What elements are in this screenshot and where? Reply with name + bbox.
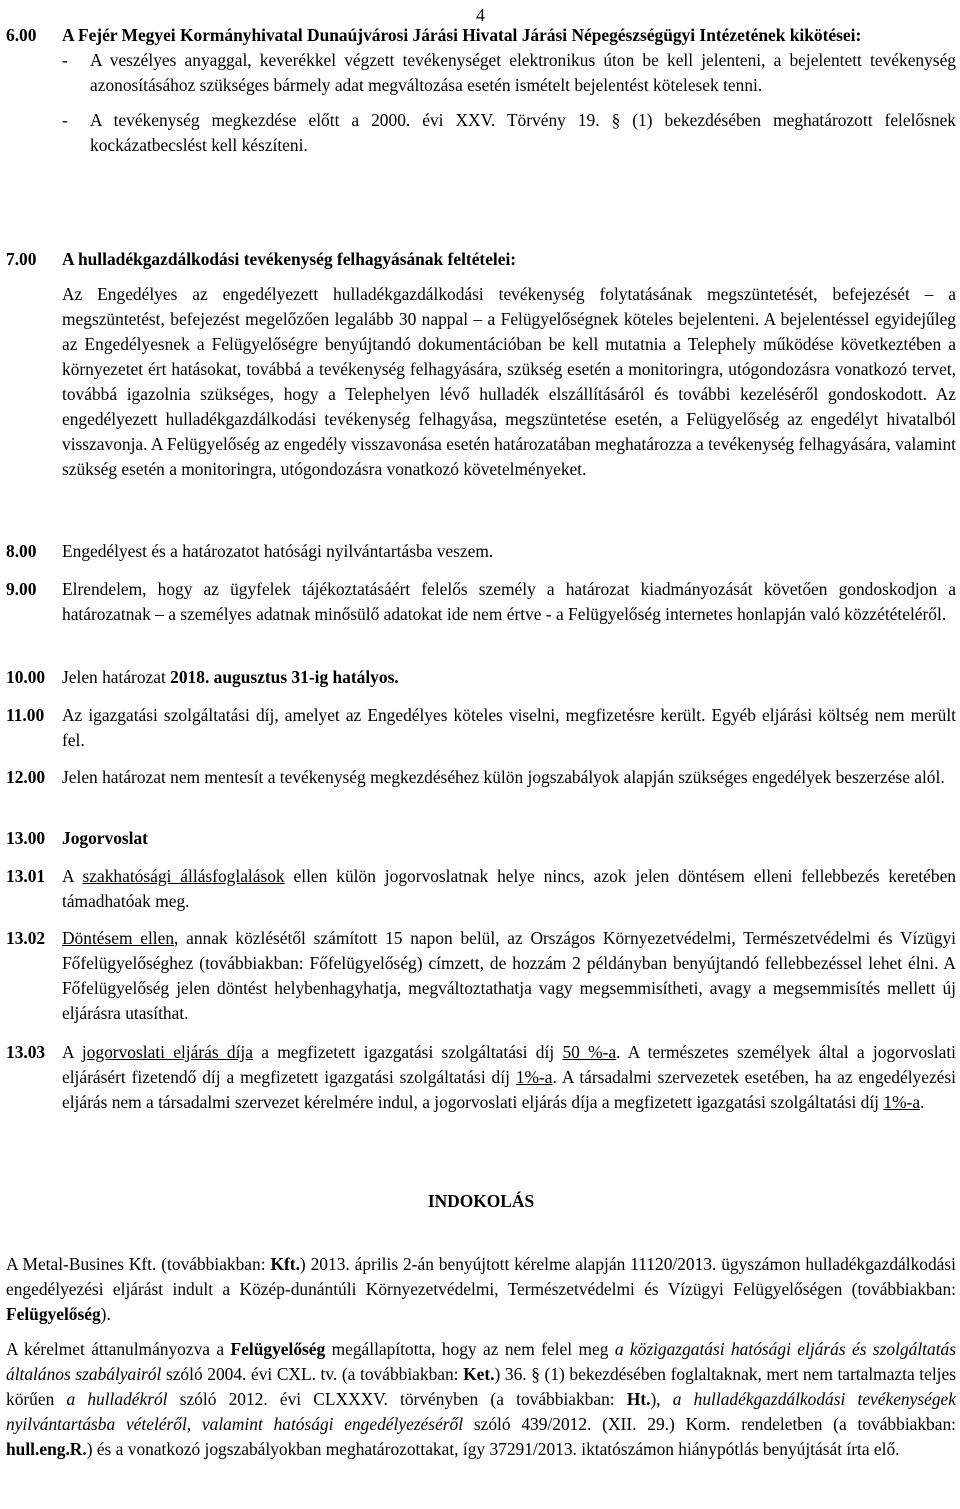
link-jogorvoslati-dij[interactable]: jogorvoslati eljárás díja [81,1042,253,1062]
link-1-percent-2[interactable]: 1%-a [883,1092,921,1112]
section-8: 8.00 Engedélyest és a határozatot hatósági nyilvántartásba veszem. [6,541,494,561]
section-12: 12.00 Jelen határozat nem mentesít a tevékenység megkezdéséhez külön jogszabályok alapján szükséges engedélyek beszerzése alól. [6,767,945,787]
section-title: A hulladékgazdálkodási tevékenység felhagyásának feltételei: [62,249,517,269]
link-dontesem-ellen[interactable]: Döntésem ellen [62,928,175,948]
link-1-percent[interactable]: 1%-a [515,1067,553,1087]
link-szakhatosagi[interactable]: szakhatósági állásfoglalások [82,866,285,886]
section-7 [6,247,956,482]
section-13: 13.00 Jogorvoslat [6,828,148,848]
section-number: 6.00 [6,25,37,45]
indokolas-paragraph-1: A Metal-Busines Kft. (továbbiakban: Kft.) 2013. április 2-án benyújtott kérelme alapján 11120/2013. ügyszámon hulladékgazdálkodási engedélyezési eljárást indult a Közép-dunántúli Környezetvédelmi, Természetvédelmi és Vízügyi Felügyelőségen (továbbiakban: Felügyelőség). [6,1254,957,1324]
section-13-01: 13.01 A szakhatósági állásfoglalások ellen külön jogorvoslatnak helye nincs, azok jelen döntésem elleni fellebbezés keretében támadhatóak meg. [6,866,956,911]
indokolas-paragraph-2: A kérelmet áttanulmányozva a Felügyelőség megállapította, hogy az nem felel meg a közigazgatási hatósági eljárás és szolgáltatás általános szabályairól szóló 2004. évi CXL. tv. (a továbbiakban: Ket.) 36. § (1) bekezdésében foglaltaknak, mert nem tartalmazta teljes körűen a hulladékról szóló 2012. évi CLXXXV. törvényben (a továbbiakban: Ht.), a hulladékgazdálkodási tevékenységek nyilvántartásba vételéről, valamint hatósági engedélyezéséről szóló 439/2012. (XII. 29.) Korm. rendeletben (a továbbiakban: hull.eng.R.) és a vonatkozó jogszabályokban meghatározottakat, így 37291/2013. iktatószámon hiánypótlás benyújtását írta elő. [6,1339,956,1459]
section-11: 11.00 Az igazgatási szolgáltatási díj, amelyet az Engedélyes köteles viselni, megfizetésre került. Egyéb eljárási költség nem merült fel. [6,705,956,750]
list-item: - A tevékenység megkezdése előtt a 2000. évi XXV. Törvény 19. § (1) bekezdésében meghatározott felelősnek kockázatbecslést kell készíteni. [62,110,956,155]
section-13-03: 13.03 A jogorvoslati eljárás díja a megfizetett igazgatási szolgáltatási díj 50 %-a. A természetes személyek által a jogorvoslati eljárásért fizetendő díj a megfizetett igazgatási szolgáltatási díj 1%-a. A társadalmi szervezetek esetében, ha az engedélyezési eljárás nem a társadalmi szervezet kérelmére indul, a jogorvoslati eljárás díja a megfizetett igazgatási szolgáltatási díj 1%-a. [6,1042,956,1112]
section-title: A Fejér Megyei Kormányhivatal Dunaújvárosi Járási Hivatal Járási Népegészségügyi Intézetének kikötései: [62,25,862,45]
section-text: Az Engedélyes az engedélyezett hulladékgazdálkodási tevékenység folytatásának megszüntetését, befejezését – a megszüntetést, befejezést megelőzően legalább 30 nappal – a Felügyelőségnek köteles bejelenteni. A bejelentéssel egyidejűleg az Engedélyesnek a Felügyelőségre benyújtandó dokumentációban be kell mutatnia a Telephely működése következtében a környezetet ért hatásokat, továbbá a tevékenység felhagyására, szükség esetén a monitoringra, utógondozásra vonatkozó tervet, továbbá igazolnia szükséges, hogy a Telephelyen lévő hulladék elszállításáról és további kezeléséről gondoskodott. Az engedélyezett hulladékgazdálkodási tevékenység felhagyása, megszüntetése esetén, a Felügyelőség az engedélyt hivatalból visszavonja. A Felügyelőség az engedély visszavonása esetén határozatában meghatározza a tevékenység felhagyására, valamint szükség esetén a monitoringra, utógondozásra vonatkozó követelményeket. [62,284,956,479]
section-number: 7.00 [6,249,37,269]
section-6 [6,23,956,158]
section-9: 9.00 Elrendelem, hogy az ügyfelek tájékoztatásáért felelős személy a határozat kiadmányozását követően gondoskodjon a határozatnak – a személyes adatnak minősülő adatokat ide nem értve - a Felügyelőség internetes honlapján való közzétételéről. [6,579,956,624]
heading-indokolas: INDOKOLÁS [427,1191,535,1211]
section-13-02: 13.02 Döntésem ellen, annak közlésétől számított 15 napon belül, az Országos Környezetvédelmi, Természetvédelmi és Vízügyi Főfelügyelőséghez (továbbiakban: Főfelügyelőség) címzett, de hozzám 2 példányban benyújtandó fellebbezéssel lehet élni. A Főfelügyelőség jelen döntést helybenhagyhatja, megváltoztathatja vagy megsemmisítheti, avagy a megsemmisítés mellett új eljárásra utasíthat. [6,928,956,1023]
list-item: - A veszélyes anyaggal, keverékkel végzett tevékenységet elektronikus úton be kell jelenteni, a bejelentett tevékenység azonosításához szükséges bármely adat megváltozása esetén ismételt bejelentést kötelesek tenni. [62,50,956,95]
page-number: 4 [476,5,485,25]
section-10: 10.00 Jelen határozat 2018. augusztus 31-ig hatályos. [6,667,399,687]
link-50-percent[interactable]: 50 %-a [562,1042,617,1062]
